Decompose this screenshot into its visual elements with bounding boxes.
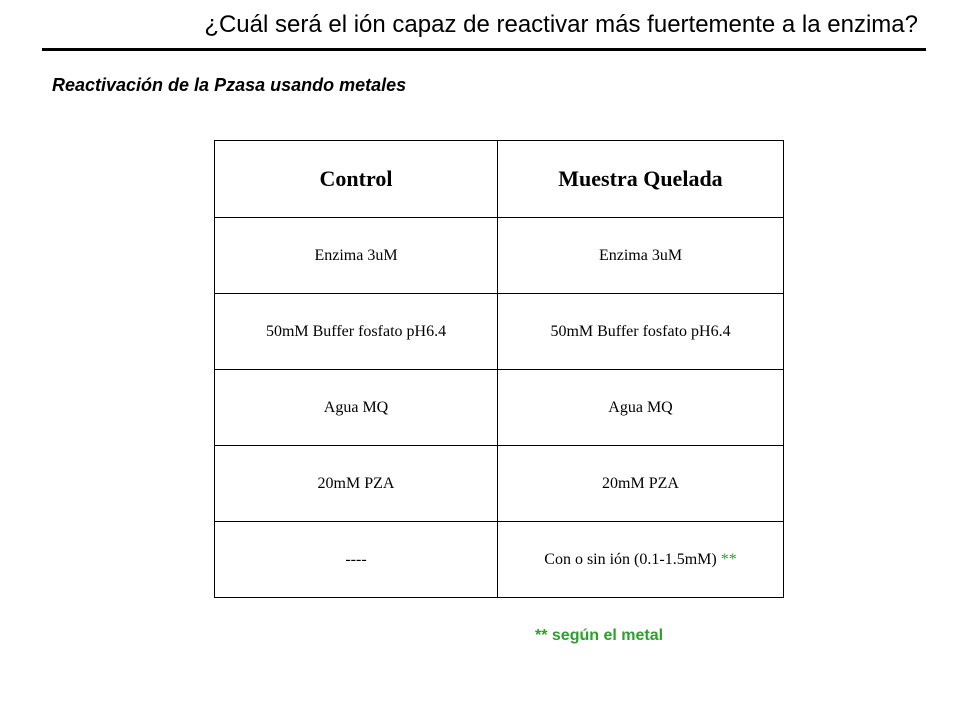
slide-subtitle: Reactivación de la Pzasa usando metales [52,75,407,95]
title-divider [42,48,926,51]
table-cell: Agua MQ [498,370,784,446]
table-cell: 20mM PZA [215,446,498,522]
header-muestra-quelada: Muestra Quelada [498,141,784,218]
table-cell-with-marker [498,522,784,598]
table-row [215,522,784,598]
table-cell: Agua MQ [215,370,498,446]
table-row [215,370,784,446]
table-row [215,218,784,294]
table-cell: Enzima 3uM [215,218,498,294]
table-row [215,446,784,522]
table-row [215,294,784,370]
table-cell: 50mM Buffer fosfato pH6.4 [498,294,784,370]
header-control: Control [215,141,498,218]
footnote-marker: ** [720,550,737,568]
table-header-row [215,141,784,218]
table-cell: Enzima 3uM [498,218,784,294]
footnote: ** según el metal [535,627,664,644]
slide-title: ¿Cuál será el ión capaz de reactivar más fuertemente a la enzima? [204,11,918,38]
table-cell: 20mM PZA [498,446,784,522]
cell-text: Con o sin ión (0.1-1.5mM) [544,550,717,568]
protocol-table [214,140,784,598]
table-cell: ---- [215,522,498,598]
table-cell: 50mM Buffer fosfato pH6.4 [215,294,498,370]
